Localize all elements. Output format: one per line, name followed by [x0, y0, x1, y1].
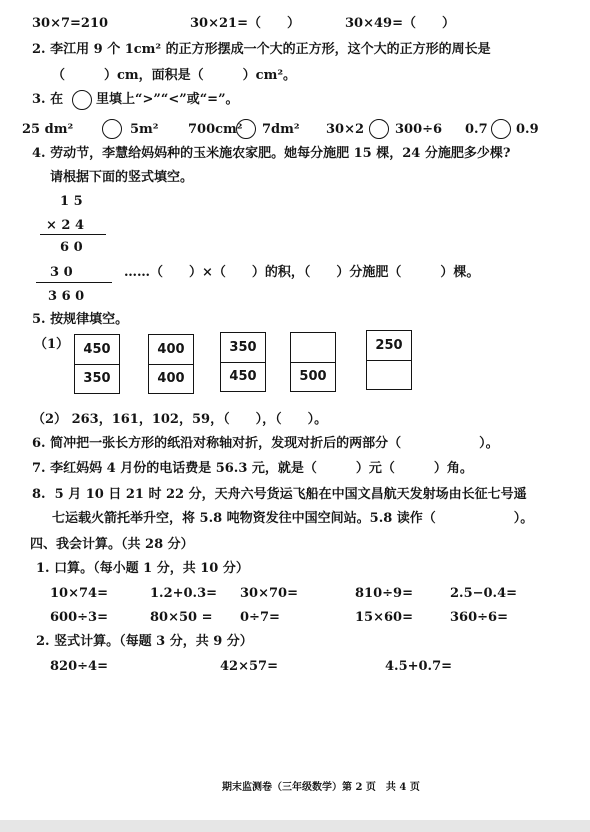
oral-item: 30×70= [240, 586, 298, 601]
oral-item: 15×60= [355, 610, 413, 625]
vertical-item: 4.5+0.7= [385, 659, 453, 674]
q5-box-3-top: 350 [221, 333, 265, 363]
q8-line2: 七运载火箭托举升空，将 5.8 吨物资发往中国空间站。5.8 读作（ ）。 [52, 511, 534, 526]
q3-item4-left: 0.7 [465, 122, 488, 137]
q5-box-4 [290, 332, 336, 392]
q5-box-1-top: 450 [75, 335, 119, 365]
oral-item: 360÷6= [450, 610, 508, 625]
q5-box-5-bottom[interactable] [367, 360, 411, 389]
page-footer: 期末监测卷（三年级数学）第 2 页 共 4 页 [222, 782, 420, 793]
q5-box-4-top[interactable] [291, 333, 335, 363]
q3-item1-circle[interactable] [102, 119, 122, 139]
vertical-title: 2. 竖式计算。（每题 3 分，共 9 分） [36, 634, 253, 649]
q5-box-2-bottom: 400 [157, 371, 185, 386]
q4-multiplicand: 1 5 [60, 194, 83, 209]
q4-result: 3 6 0 [48, 289, 85, 304]
q4-line1: 4. 劳动节，李慧给妈妈种的玉米施农家肥。她每分施肥 15 棵，24 分施肥多少棵? [32, 146, 511, 161]
oral-item: 80×50 = [150, 610, 213, 625]
q3-title-post: 里填上“>”“<”或“=”。 [96, 92, 239, 107]
q4-partial2: 3 0 [50, 265, 73, 280]
q3-item3-right: 300÷6 [395, 122, 443, 137]
q4-multiplier: × 2 4 [46, 218, 85, 233]
q2-line2: （ ）cm，面积是（ ）cm²。 [52, 68, 297, 83]
q3-item4-right: 0.9 [516, 122, 539, 137]
q5-box-1-bottom: 350 [83, 371, 111, 386]
q5-box-4-bottom: 500 [299, 369, 327, 384]
q4-fill-text: ……（ ）×（ ）的积，（ ）分施肥（ ）棵。 [124, 265, 480, 280]
top-equation-3: 30×49=（ ） [345, 16, 455, 31]
q8-line1: 8. 5 月 10 日 21 时 22 分，天舟六号货运飞船在中国文昌航天发射场由长征七号遥 [32, 487, 527, 502]
q5-box-3 [220, 332, 266, 392]
q5-box-5-top: 250 [367, 331, 411, 361]
bottom-scan-edge [0, 820, 590, 832]
oral-item: 600÷3= [50, 610, 108, 625]
oral-item: 10×74= [50, 586, 108, 601]
q3-item2-circle[interactable] [236, 119, 256, 139]
vertical-item: 820÷4= [50, 659, 108, 674]
q5-title: 5. 按规律填空。 [32, 312, 129, 327]
q3-item2-left: 700cm² [188, 122, 243, 137]
q3-item1-left: 25 dm² [22, 122, 74, 137]
q5-box-5 [366, 330, 412, 390]
oral-item: 0÷7= [240, 610, 280, 625]
q4-rule-1 [40, 234, 106, 235]
oral-item: 1.2+0.3= [150, 586, 218, 601]
oral-item: 810÷9= [355, 586, 413, 601]
q3-item4-circle[interactable] [491, 119, 511, 139]
q4-line2: 请根据下面的竖式填空。 [50, 170, 194, 185]
oral-item: 2.5−0.4= [450, 586, 518, 601]
q5-part2: （2） 263，161，102，59，（ ），（ ）。 [32, 412, 328, 427]
q4-partial1: 6 0 [60, 240, 83, 255]
q3-title-pre: 3. 在 [32, 92, 64, 107]
q5-box-2 [148, 334, 194, 394]
q7: 7. 李红妈妈 4 月份的电话费是 56.3 元，就是（ ）元（ ）角。 [32, 461, 473, 476]
top-equation-1: 30×7=210 [32, 16, 109, 31]
q3-item3-left: 30×2 [326, 122, 365, 137]
q3-item2-right: 7dm² [262, 122, 300, 137]
oral-title: 1. 口算。（每小题 1 分，共 10 分） [36, 561, 249, 576]
q5-part1-label: （1） [34, 337, 70, 352]
q3-title-circle [72, 90, 92, 110]
q4-rule-2 [36, 282, 112, 283]
q3-item1-right: 5m² [130, 122, 159, 137]
q5-box-3-bottom: 450 [229, 369, 257, 384]
q2-line1: 2. 李江用 9 个 1cm² 的正方形摆成一个大的正方形，这个大的正方形的周长是 [32, 42, 491, 57]
q5-box-2-top: 400 [149, 335, 193, 365]
vertical-item: 42×57= [220, 659, 278, 674]
q5-box-1 [74, 334, 120, 394]
top-equation-2: 30×21=（ ） [190, 16, 300, 31]
section4-title: 四、我会计算。（共 28 分） [30, 537, 194, 552]
q3-item3-circle[interactable] [369, 119, 389, 139]
q6: 6. 简冲把一张长方形的纸沿对称轴对折，发现对折后的两部分（ ）。 [32, 436, 499, 451]
